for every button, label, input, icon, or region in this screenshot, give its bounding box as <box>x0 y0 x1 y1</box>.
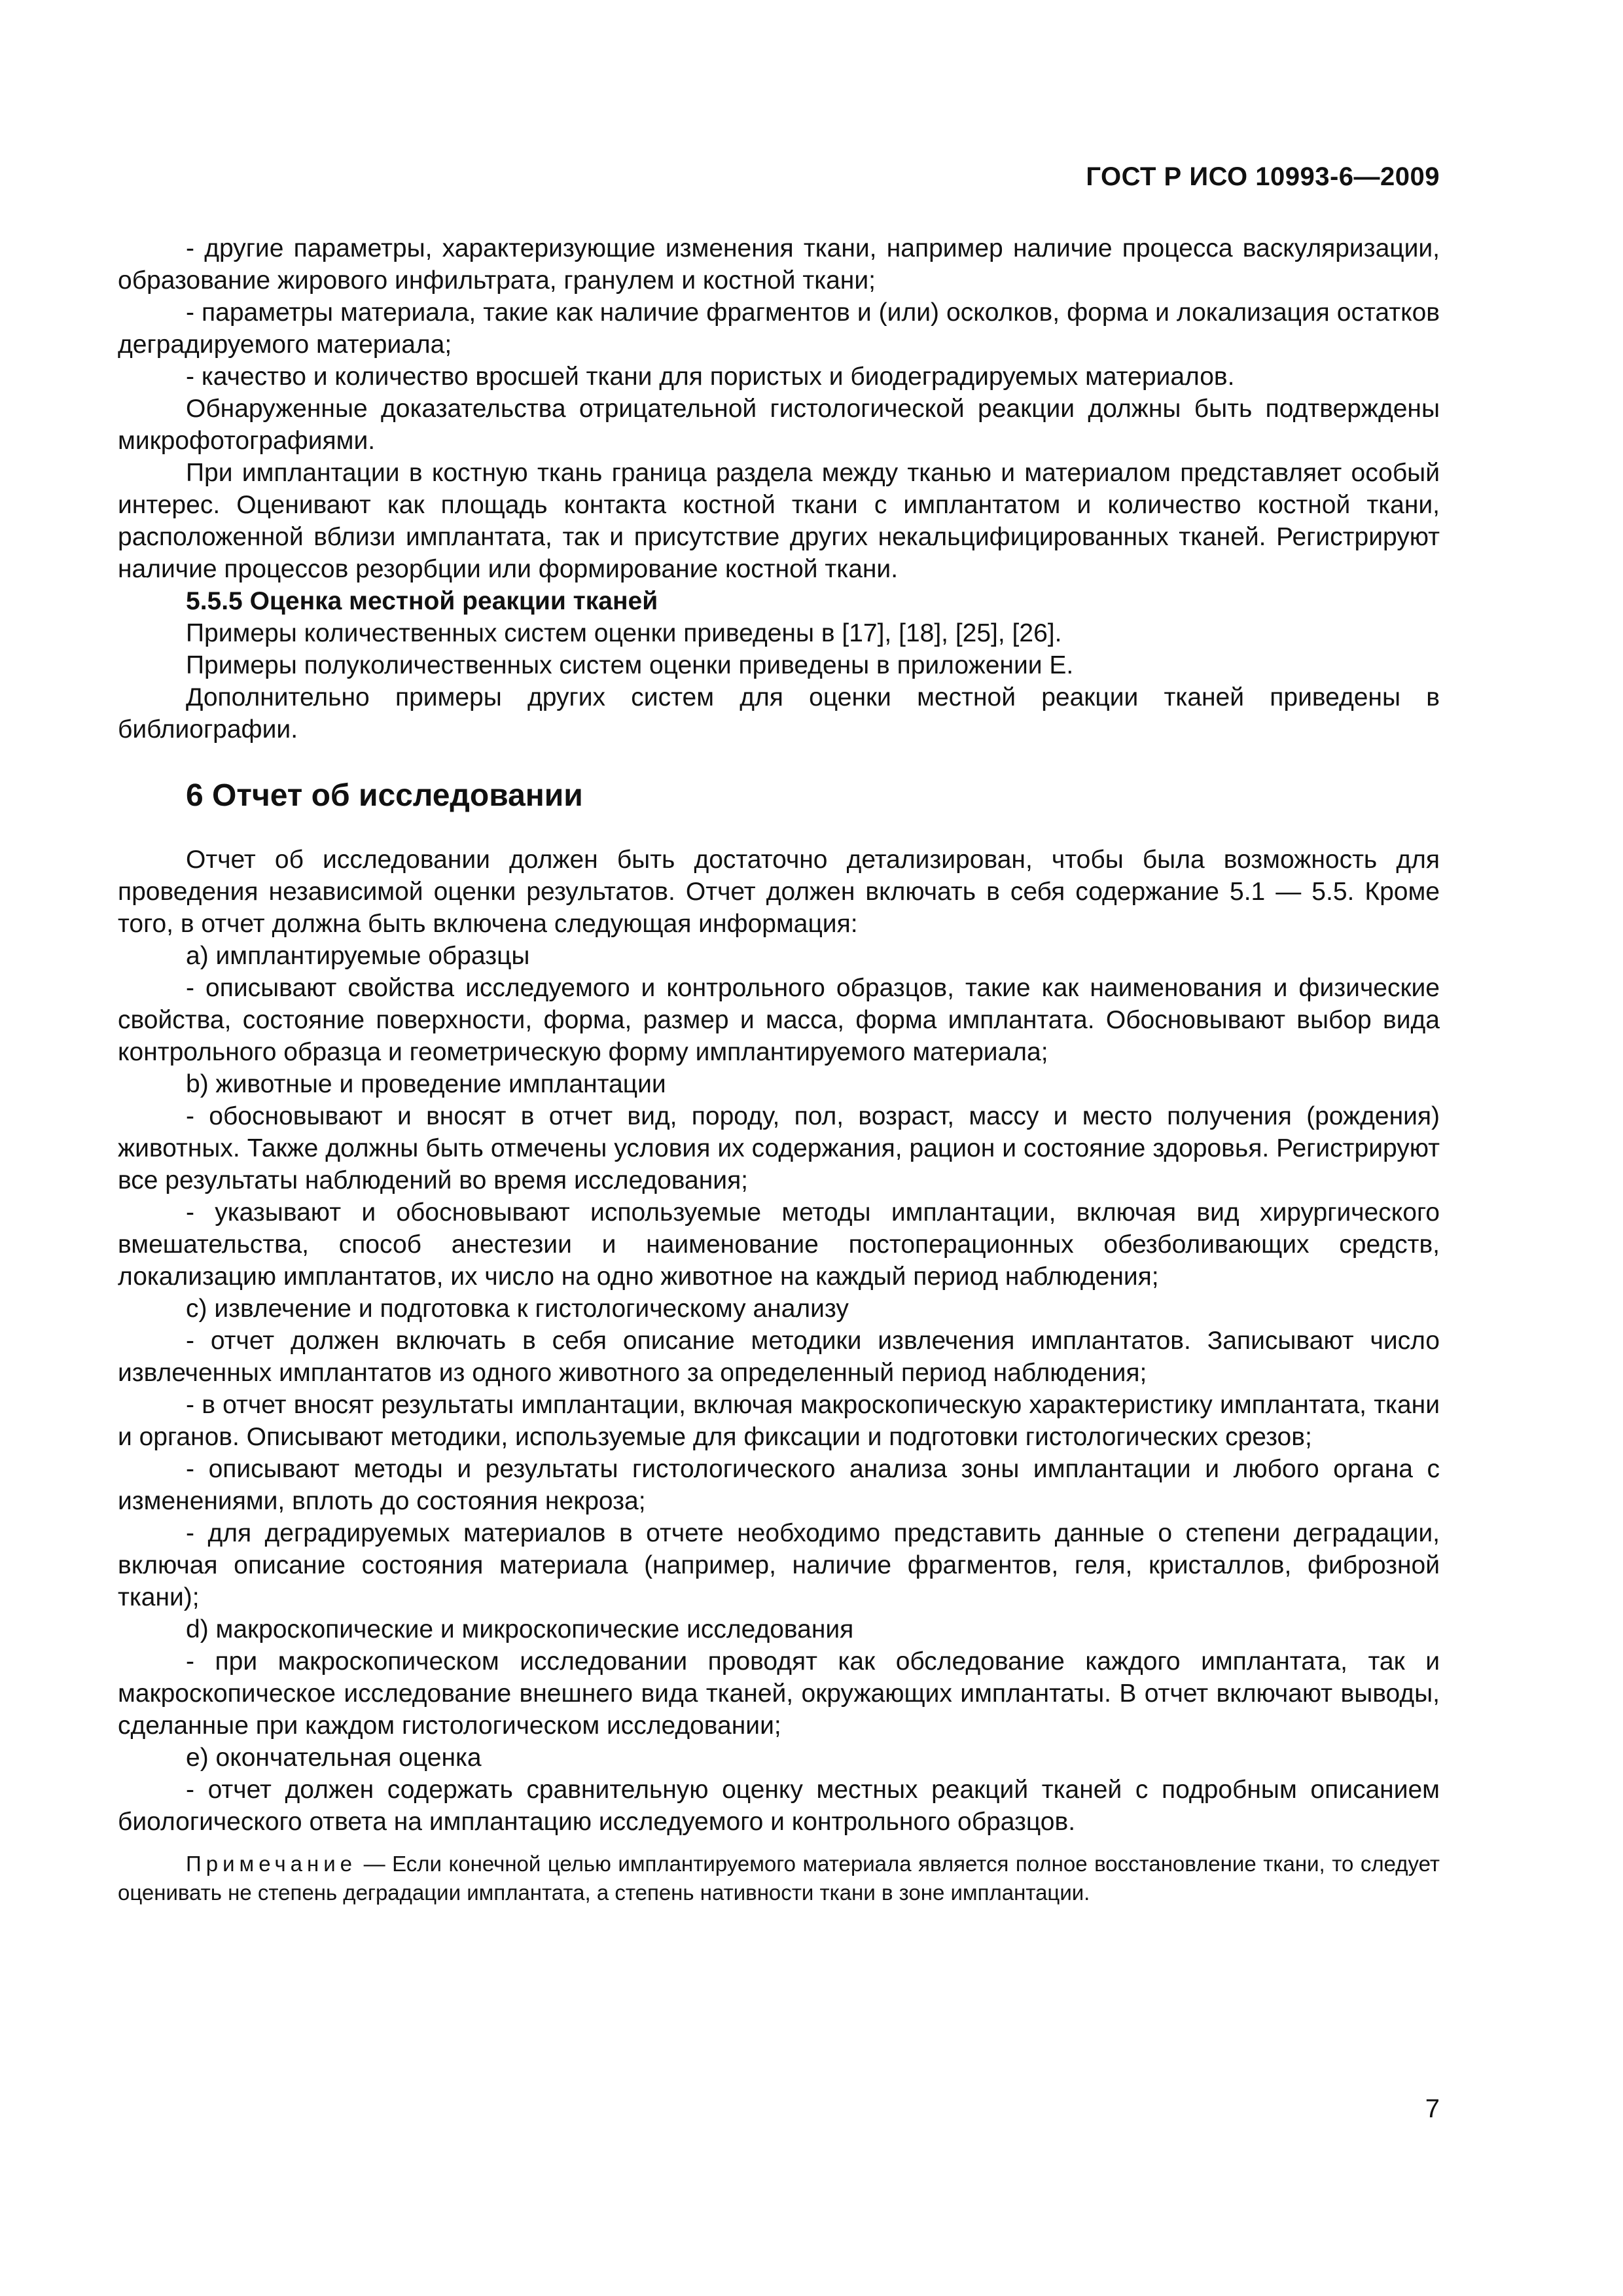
page-body <box>118 232 1440 1907</box>
note-text: — Если конечной целью имплантируемого материала является полное восстановление ткани, то следует оценивать не степень деградации имплантата, а степень нативности ткани в зоне имплантации. <box>118 1852 1440 1905</box>
paragraph: - для деградируемых материалов в отчете необходимо представить данные о степени деградации, включая описание состояния материала (например, наличие фрагментов, геля, кристаллов, фиброзной ткани); <box>118 1519 1440 1611</box>
paragraph: При имплантации в костную ткань граница раздела между тканью и материалом представляет особый интерес. Оценивают как площадь контакта костной ткани с имплантатом и количество костной ткани, расположенной вблизи имплантата, так и присутствие других некальцифицированных тканей. Регистрируют наличие процессов резорбции или формирование костной ткани. <box>118 459 1440 583</box>
paragraph: - в отчет вносят результаты имплантации, включая макроскопическую характеристику имплантата, ткани и органов. Описывают методики, используемые для фиксации и подготовки гистологических срезов; <box>118 1391 1440 1451</box>
page-number: 7 <box>1425 2094 1440 2123</box>
list-item-heading: c) извлечение и подготовка к гистологическому анализу <box>186 1295 849 1323</box>
paragraph: - параметры материала, такие как наличие фрагментов и (или) осколков, форма и локализация остатков деградируемого материала; <box>118 298 1440 359</box>
paragraph: Отчет об исследовании должен быть достаточно детализирован, чтобы была возможность для проведения независимой оценки результатов. Отчет должен включать в себя содержание 5.1 — 5.5. Кроме того, в отчет должна быть включена следующая информация: <box>118 846 1440 938</box>
paragraph: Обнаруженные доказательства отрицательной гистологической реакции должны быть подтверждены микрофотографиями. <box>118 395 1440 455</box>
paragraph: - описывают свойства исследуемого и контрольного образцов, такие как наименования и физические свойства, состояние поверхности, форма, размер и масса, форма имплантата. Обосновывают выбор вида контрольного образца и геометрическую форму имплантируемого материала; <box>118 974 1440 1066</box>
subsection-title: 5.5.5 Оценка местной реакции тканей <box>186 587 658 615</box>
paragraph: - другие параметры, характеризующие изменения ткани, например наличие процесса васкуляризации, образование жирового инфильтрата, гранулем и костной ткани; <box>118 234 1440 295</box>
paragraph: Примеры полуколичественных систем оценки приведены в приложении Е. <box>186 651 1074 679</box>
paragraph: - обосновывают и вносят в отчет вид, породу, пол, возраст, массу и место получения (рождения) животных. Также должны быть отмечены условия их содержания, рацион и состояние здоровья. Регистрируют все результаты наблюдений во время исследования; <box>118 1102 1440 1194</box>
list-item-heading: a) имплантируемые образцы <box>186 942 530 970</box>
paragraph: - качество и количество вросшей ткани для пористых и биодеградируемых материалов. <box>186 363 1235 391</box>
section-heading: 6 Отчет об исследовании <box>186 778 583 813</box>
paragraph: - указывают и обосновывают используемые методы имплантации, включая вид хирургического вмешательства, способ анестезии и наименование постоперационных обезболивающих средств, локализацию имплантатов, их число на одно животное на каждый период наблюдения; <box>118 1198 1440 1291</box>
paragraph: - отчет должен включать в себя описание методики извлечения имплантатов. Записывают число извлеченных имплантатов из одного животного за определенный период наблюдения; <box>118 1327 1440 1387</box>
note <box>118 1850 1440 1907</box>
paragraph: - отчет должен содержать сравнительную оценку местных реакций тканей с подробным описанием биологического ответа на имплантацию исследуемого и контрольного образцов. <box>118 1776 1440 1836</box>
list-item-heading: d) макроскопические и микроскопические исследования <box>186 1615 854 1643</box>
note-label: Примечание <box>186 1852 357 1876</box>
paragraph: Дополнительно примеры других систем для оценки местной реакции тканей приведены в библиографии. <box>118 683 1440 744</box>
paragraph: Примеры количественных систем оценки приведены в [17], [18], [25], [26]. <box>186 619 1062 647</box>
list-item-heading: e) окончательная оценка <box>186 1744 482 1772</box>
paragraph: - описывают методы и результаты гистологического анализа зоны имплантации и любого органа с изменениями, вплоть до состояния некроза; <box>118 1455 1440 1515</box>
paragraph: - при макроскопическом исследовании проводят как обследование каждого имплантата, так и макроскопическое исследование внешнего вида тканей, окружающих имплантаты. В отчет включают выводы, сделанные при каждом гистологическом исследовании; <box>118 1647 1440 1740</box>
standard-code-header: ГОСТ Р ИСО 10993-6—2009 <box>1086 162 1440 191</box>
list-item-heading: b) животные и проведение имплантации <box>186 1070 666 1098</box>
